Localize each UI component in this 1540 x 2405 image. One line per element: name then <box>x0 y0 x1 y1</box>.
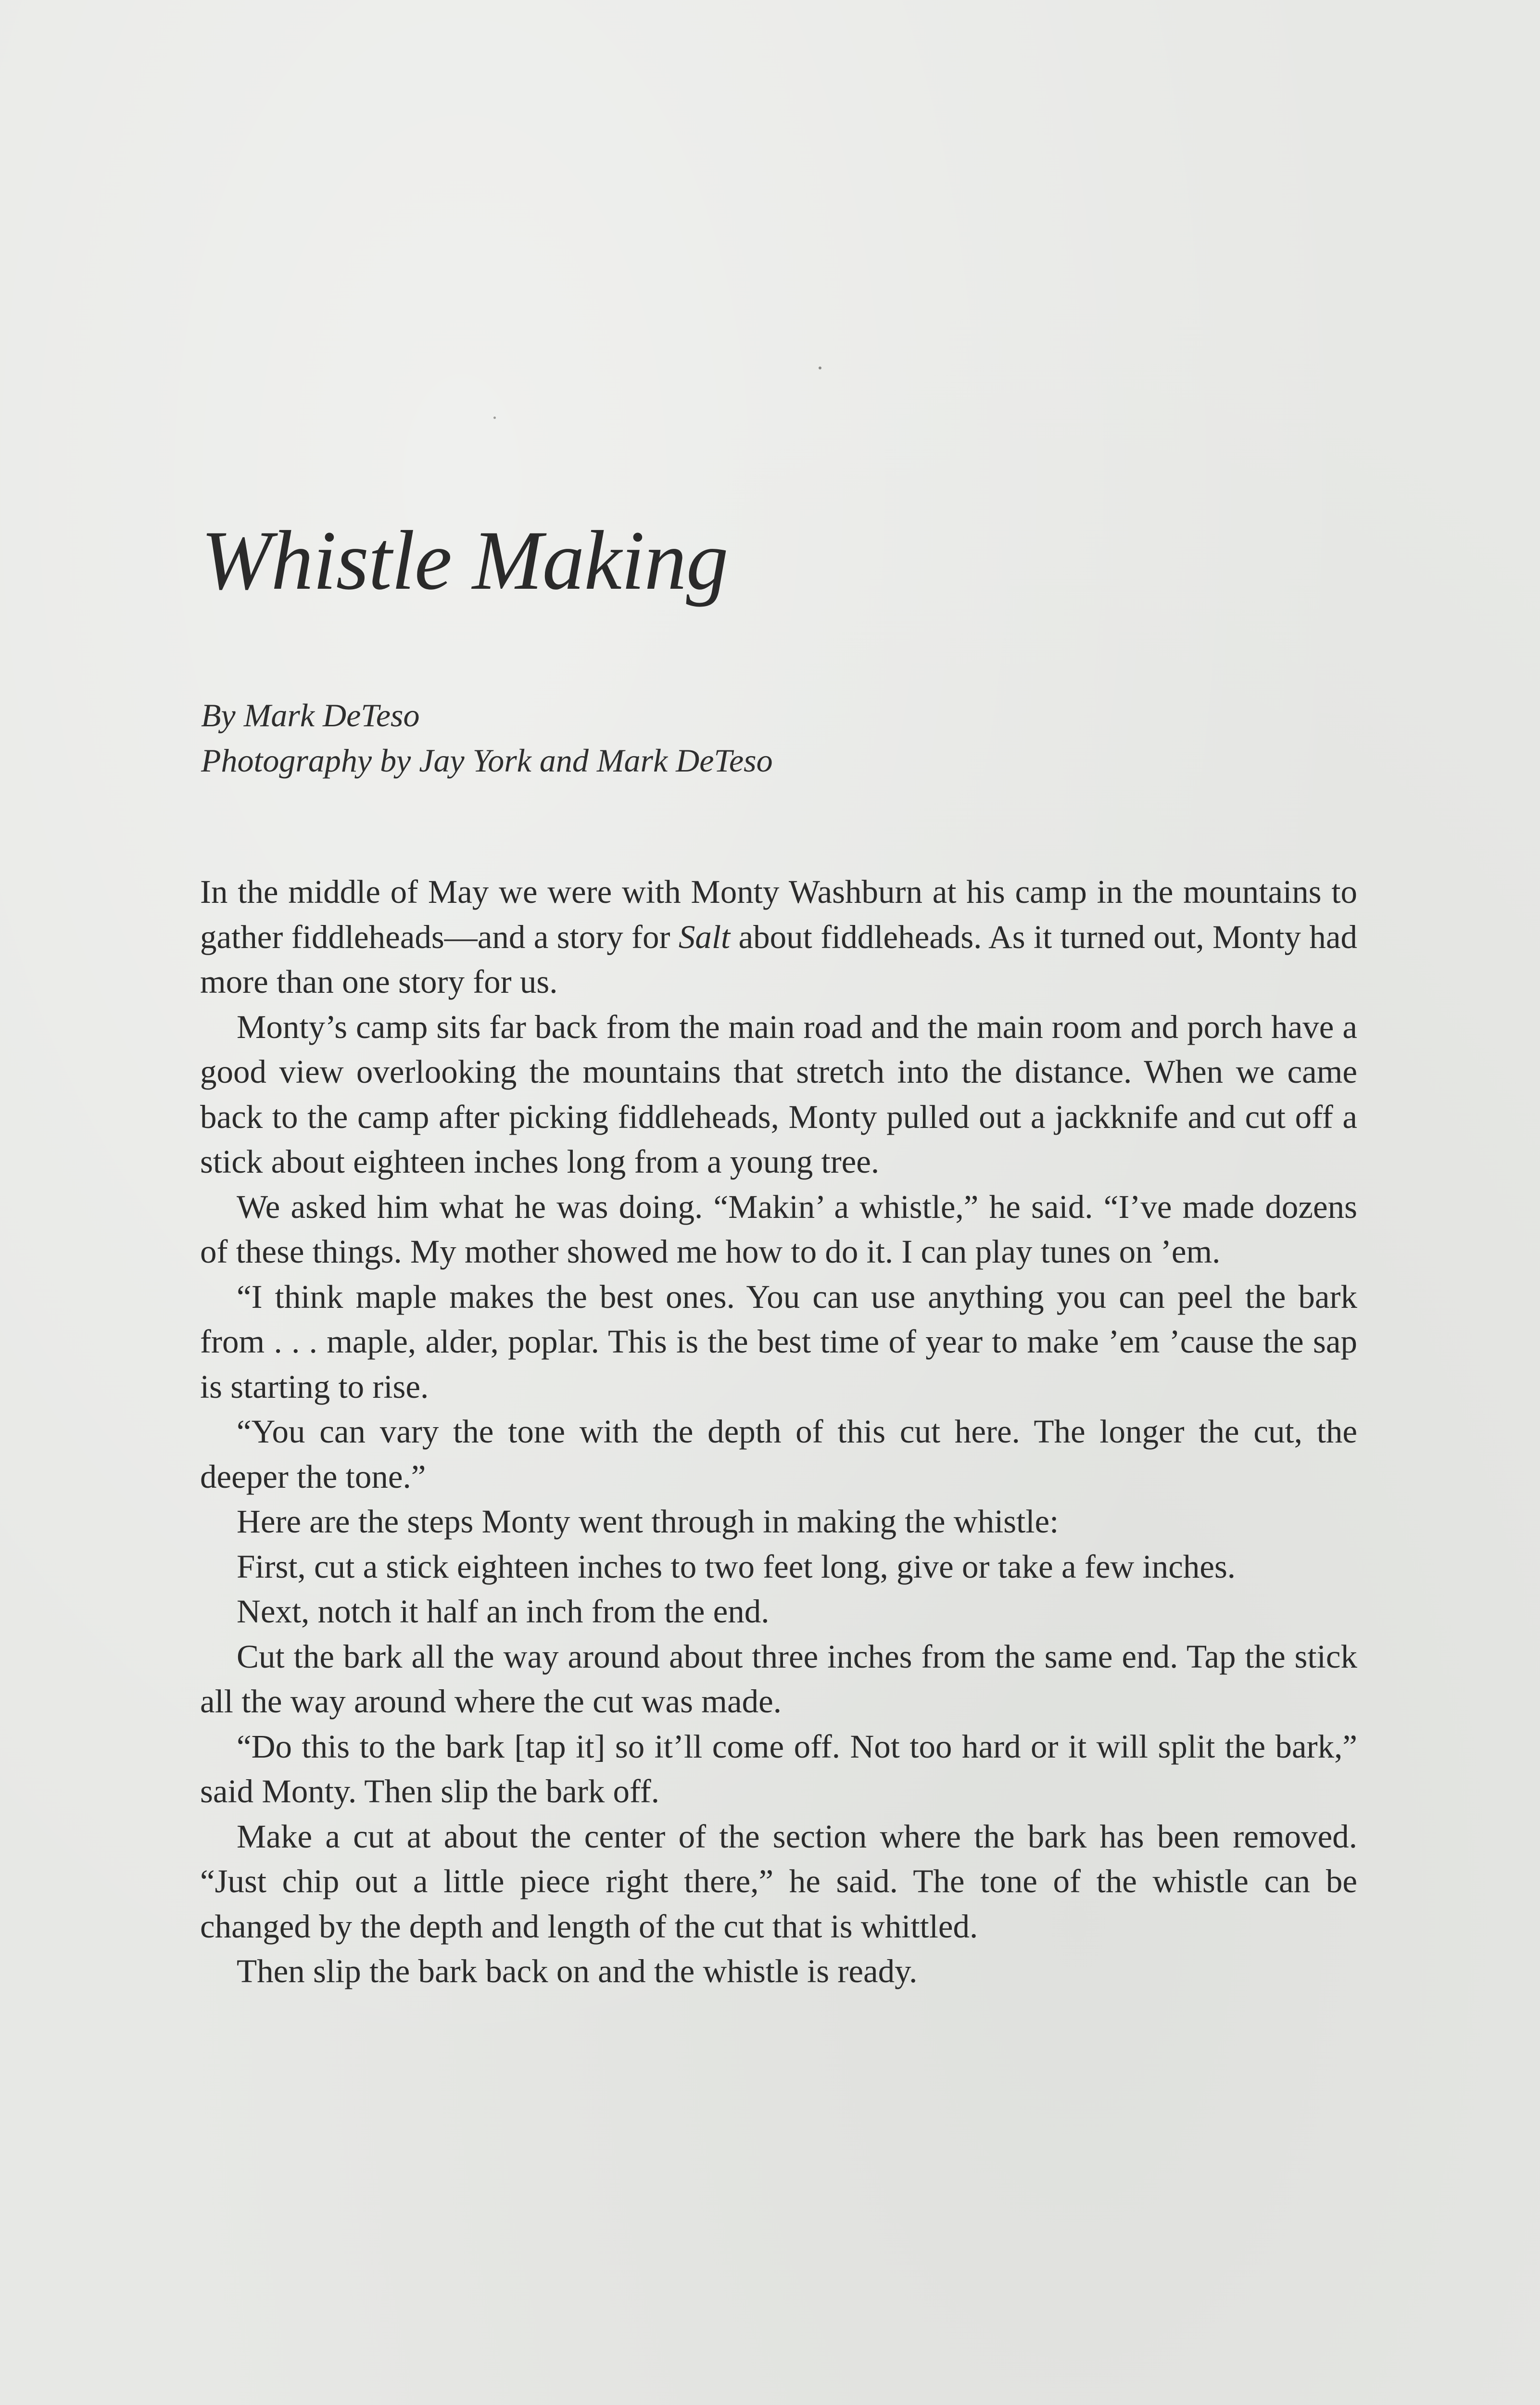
paragraph-text: In the middle of May we were with Monty Washburn at his camp in the mountains to gather fiddleheads—and a story for <box>200 873 1357 955</box>
paragraph: Next, notch it half an inch from the end. <box>237 1593 770 1630</box>
byline <box>201 693 773 783</box>
photography-credit: Photography by Jay York and Mark DeTeso <box>201 742 773 779</box>
paragraph: Monty’s camp sits far back from the main road and the main room and porch have a good view overlooking the mountains that stretch into the distance. When we came back to the camp after picking fiddleheads, Monty pulled out a jackknife and cut off a stick about eighteen inches long from a young tree. <box>200 1008 1357 1180</box>
paper-speck <box>493 417 496 419</box>
paragraph: Cut the bark all the way around about three inches from the same end. Tap the stick all the way around where the cut was made. <box>200 1638 1357 1720</box>
paragraph: “I think maple makes the best ones. You can use anything you can peel the bark from . . . maple, alder, poplar. This is the best time of year to make ’em ’cause the sap is starting to rise. <box>200 1278 1357 1405</box>
paragraph: Make a cut at about the center of the section where the bark has been removed. “Just chip out a little piece right there,” he said. The tone of the whistle can be changed by the depth and length of the cut that is whittled. <box>200 1818 1357 1945</box>
article-title: Whistle Making <box>201 514 728 608</box>
author-credit: By Mark DeTeso <box>201 697 420 734</box>
article-body <box>200 870 1357 1994</box>
paragraph: “You can vary the tone with the depth of this cut here. The longer the cut, the deeper the tone.” <box>200 1413 1357 1495</box>
paper-speck <box>819 367 821 369</box>
publication-name: Salt <box>678 918 731 955</box>
paragraph: We asked him what he was doing. “Makin’ a whistle,” he said. “I’ve made dozens of these things. My mother showed me how to do it. I can play tunes on ’em. <box>200 1188 1357 1270</box>
paragraph-text: about fiddleheads. As it turned out, Monty had more than one story for us. <box>200 918 1357 1000</box>
paragraph: Here are the steps Monty went through in making the whistle: <box>237 1503 1059 1540</box>
paragraph <box>200 870 1357 1005</box>
paragraph: First, cut a stick eighteen inches to two feet long, give or take a few inches. <box>237 1548 1236 1585</box>
paragraph: “Do this to the bark [tap it] so it’ll come off. Not too hard or it will split the bark,” said Monty. Then slip the bark off. <box>200 1728 1357 1810</box>
paragraph: Then slip the bark back on and the whistle is ready. <box>237 1953 918 1989</box>
